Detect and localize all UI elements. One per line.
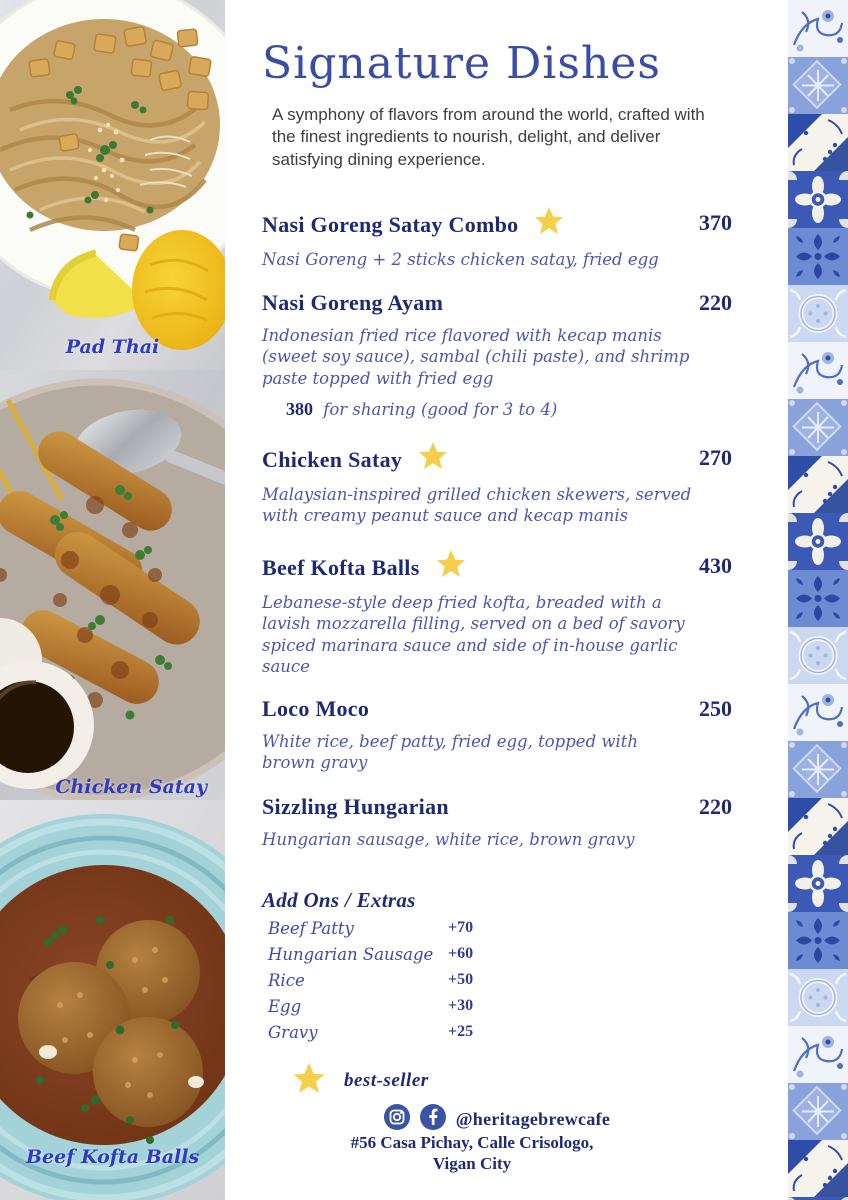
item-name: Chicken Satay [262,447,403,472]
item-price: 430 [699,553,732,578]
addon-row [262,919,522,939]
facebook-icon [420,1104,446,1135]
address [262,1132,682,1175]
azulejo-tile-border [788,0,848,1200]
sharing-note [286,399,732,420]
addon-price: +50 [448,971,474,988]
social-row [262,1104,732,1135]
item-description: Lebanese-style deep fried kofta, breaded with a lavish mozzarella filling, served on a bed of savory spiced marinara sauce and side of in-house garlic sauce [262,593,685,677]
item-price: 270 [699,445,732,470]
item-description: Hungarian sausage, white rice, brown gravy [262,830,635,849]
address-line-1: #56 Casa Pichay, Calle Crisologo, [350,1133,594,1152]
page-title: Signature Dishes [262,38,661,89]
page-subtitle: A symphony of flavors from around the world, crafted with the finest ingredients to nourish, delight, and deliver satisfying dining experience. [272,105,705,169]
menu-item [262,553,732,678]
note-text: for sharing (good for 3 to 4) [323,400,558,420]
beef-kofta-caption: Beef Kofta Balls [26,1146,200,1168]
addons-title: Add Ons / Extras [262,888,416,912]
addon-name: Hungarian Sausage [268,945,434,964]
item-price: 370 [699,210,732,235]
item-name: Beef Kofta Balls [262,555,420,580]
pad-thai-caption: Pad Thai [65,336,160,358]
chicken-satay-photo [0,370,225,800]
photo-column [0,0,225,1200]
best-seller-legend [292,1062,429,1099]
addon-price: +30 [448,997,474,1014]
menu-item [262,696,732,774]
addon-name: Rice [268,971,305,990]
item-name: Sizzling Hungarian [262,794,449,819]
pad-thai-photo [0,0,225,370]
best-seller-label: best-seller [344,1069,429,1091]
note-price: 380 [286,399,313,420]
item-price: 220 [699,290,732,315]
addon-name: Beef Patty [268,919,354,938]
item-price: 220 [699,794,732,819]
social-handle: @heritagebrewcafe [455,1109,611,1129]
item-name: Loco Moco [262,696,370,721]
item-name: Nasi Goreng Ayam [262,290,444,315]
addon-name: Gravy [268,1023,318,1042]
addon-name: Egg [268,997,302,1016]
addon-price: +25 [448,1023,474,1040]
address-line-2: Vigan City [432,1154,512,1174]
addon-price: +60 [448,945,474,962]
item-description: Nasi Goreng + 2 sticks chicken satay, fried egg [262,250,659,269]
addon-row [262,997,522,1017]
menu-content [262,0,732,1200]
instagram-icon [384,1104,410,1135]
menu-item [262,445,732,527]
item-price: 250 [699,696,732,721]
menu-item [262,794,732,850]
addon-price: +70 [448,919,474,936]
addon-row [262,1023,522,1043]
best-seller-star-icon [418,441,448,475]
menu-item [262,290,732,420]
beef-kofta-photo [0,800,225,1200]
item-description: Indonesian fried rice flavored with kecap manis (sweet soy sauce), sambal (chili paste), and shrimp paste topped with fried egg [262,326,690,388]
item-description: White rice, beef patty, fried egg, topped with brown gravy [262,732,639,773]
best-seller-star-icon [534,206,564,240]
item-name: Nasi Goreng Satay Combo [262,212,519,237]
best-seller-star-icon [292,1062,326,1099]
addon-row [262,945,522,965]
menu-item [262,210,732,270]
item-description: Malaysian-inspired grilled chicken skewers, served with creamy peanut sauce and kecap manis [262,485,692,526]
chicken-satay-caption: Chicken Satay [55,776,207,798]
best-seller-star-icon [436,549,466,583]
addon-row [262,971,522,991]
addons-section [262,888,522,1043]
